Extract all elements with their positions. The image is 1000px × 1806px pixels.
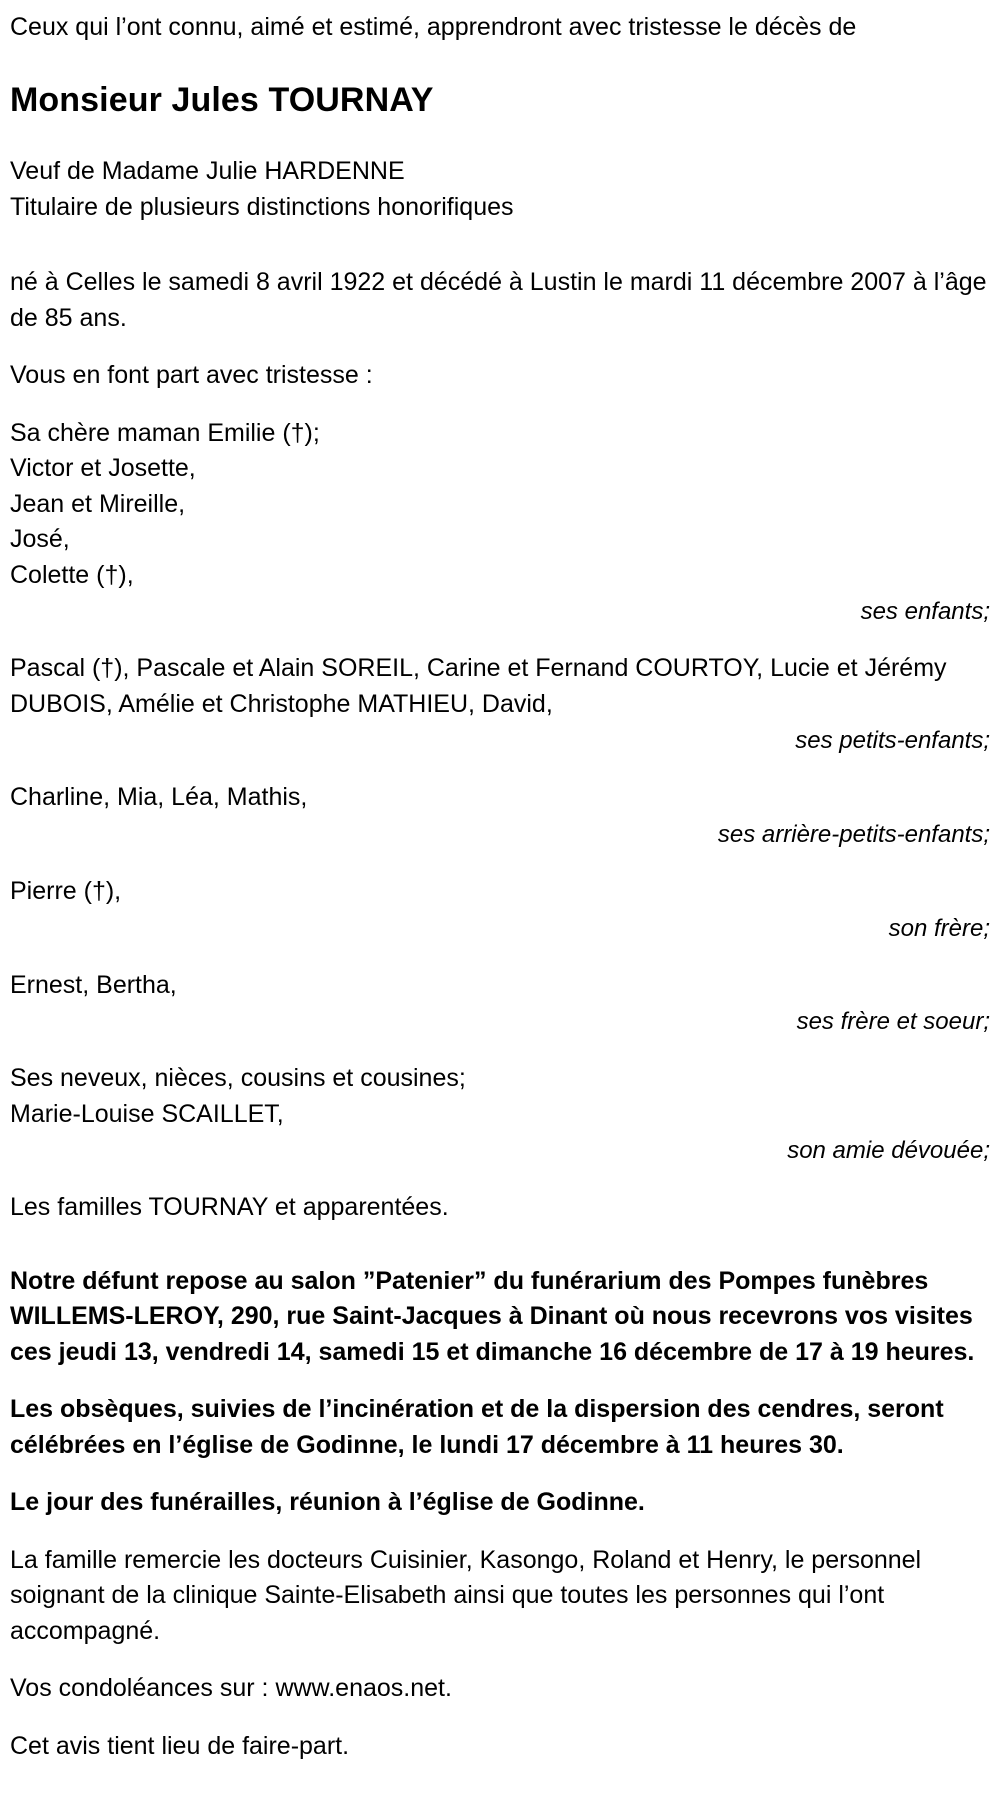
family-group	[10, 780, 990, 852]
family-name-line: Victor et Josette,	[10, 454, 196, 483]
family-relation-label: ses arrière-petits-enfants;	[717, 820, 990, 848]
family-name-line: Charline, Mia, Léa, Mathis,	[10, 783, 308, 812]
families-line: Les familles TOURNAY et apparentées.	[10, 1193, 449, 1222]
family-group	[10, 416, 990, 630]
family-names	[10, 968, 990, 1004]
family-names	[10, 416, 990, 594]
family-name-line: Pierre (†),	[10, 877, 122, 906]
ceremony-paragraph: Les obsèques, suivies de l’incinération et de la dispersion des cendres, seront célébrées en l’église de Godinne, le lundi 17 décembre à 11 heures 30.	[10, 1395, 944, 1459]
family-name-line: Colette (†),	[10, 560, 134, 589]
condolences-line: Vos condoléances sur : www.enaos.net.	[10, 1674, 452, 1703]
family-name-line: Jean et Mireille,	[10, 489, 186, 518]
family-name-line: Ses neveux, nièces, cousins et cousines;	[10, 1064, 466, 1093]
family-name-line: Pascal (†), Pascale et Alain SOREIL, Carine et Fernand COURTOY, Lucie et Jérémy DUBOIS, Amélie et Christophe MATHIEU, David,	[10, 654, 947, 718]
family-names	[10, 651, 990, 722]
family-relation-label: son amie dévouée;	[787, 1137, 990, 1165]
funeral-home-paragraph: Notre défunt repose au salon ”Patenier” du funérarium des Pompes funèbres WILLEMS-LEROY, 290, rue Saint-Jacques à Dinant où nous recevrons vos visites ces jeudi 13, vendredi 14, samedi 15 et dimanche 16 décembre de 17 à 19 heures.	[10, 1266, 975, 1366]
family-group	[10, 968, 990, 1040]
family-relation-label: ses enfants;	[860, 598, 990, 626]
family-names	[10, 1061, 990, 1132]
family-name-line: José,	[10, 525, 70, 554]
family-names	[10, 874, 990, 910]
family-relation-label: son frère;	[888, 914, 990, 942]
gathering-paragraph: Le jour des funérailles, réunion à l’église de Godinne.	[10, 1488, 645, 1517]
family-name-line: Ernest, Bertha,	[10, 970, 177, 999]
family-group	[10, 651, 990, 758]
announcement-line: Vous en font part avec tristesse :	[10, 361, 373, 390]
birth-death-paragraph: né à Celles le samedi 8 avril 1922 et décédé à Lustin le mardi 11 décembre 2007 à l’âge de 85 ans.	[10, 268, 987, 332]
subtitle-line-1: Veuf de Madame Julie HARDENNE	[10, 157, 405, 186]
family-relation-label: ses frère et soeur;	[796, 1008, 990, 1036]
footer-note: Cet avis tient lieu de faire-part.	[10, 1731, 350, 1760]
family-name-line: Marie-Louise SCAILLET,	[10, 1099, 284, 1128]
family-group	[10, 1061, 990, 1168]
family-group	[10, 874, 990, 946]
intro-paragraph: Ceux qui l’ont connu, aimé et estimé, apprendront avec tristesse le décès de	[10, 13, 857, 41]
family-relation-label: ses petits-enfants;	[795, 727, 990, 755]
thanks-paragraph: La famille remercie les docteurs Cuisinier, Kasongo, Roland et Henry, le personnel soignant de la clinique Sainte-Elisabeth ainsi que toutes les personnes qui l’ont accompagné.	[10, 1545, 922, 1645]
subtitle-line-2: Titulaire de plusieurs distinctions honorifiques	[10, 192, 514, 221]
family-names	[10, 780, 990, 816]
section-divider	[10, 1248, 990, 1264]
family-name-line: Sa chère maman Emilie (†);	[10, 418, 320, 447]
page-title: Monsieur Jules TOURNAY	[10, 80, 434, 119]
deceased-subtitle	[10, 154, 990, 225]
